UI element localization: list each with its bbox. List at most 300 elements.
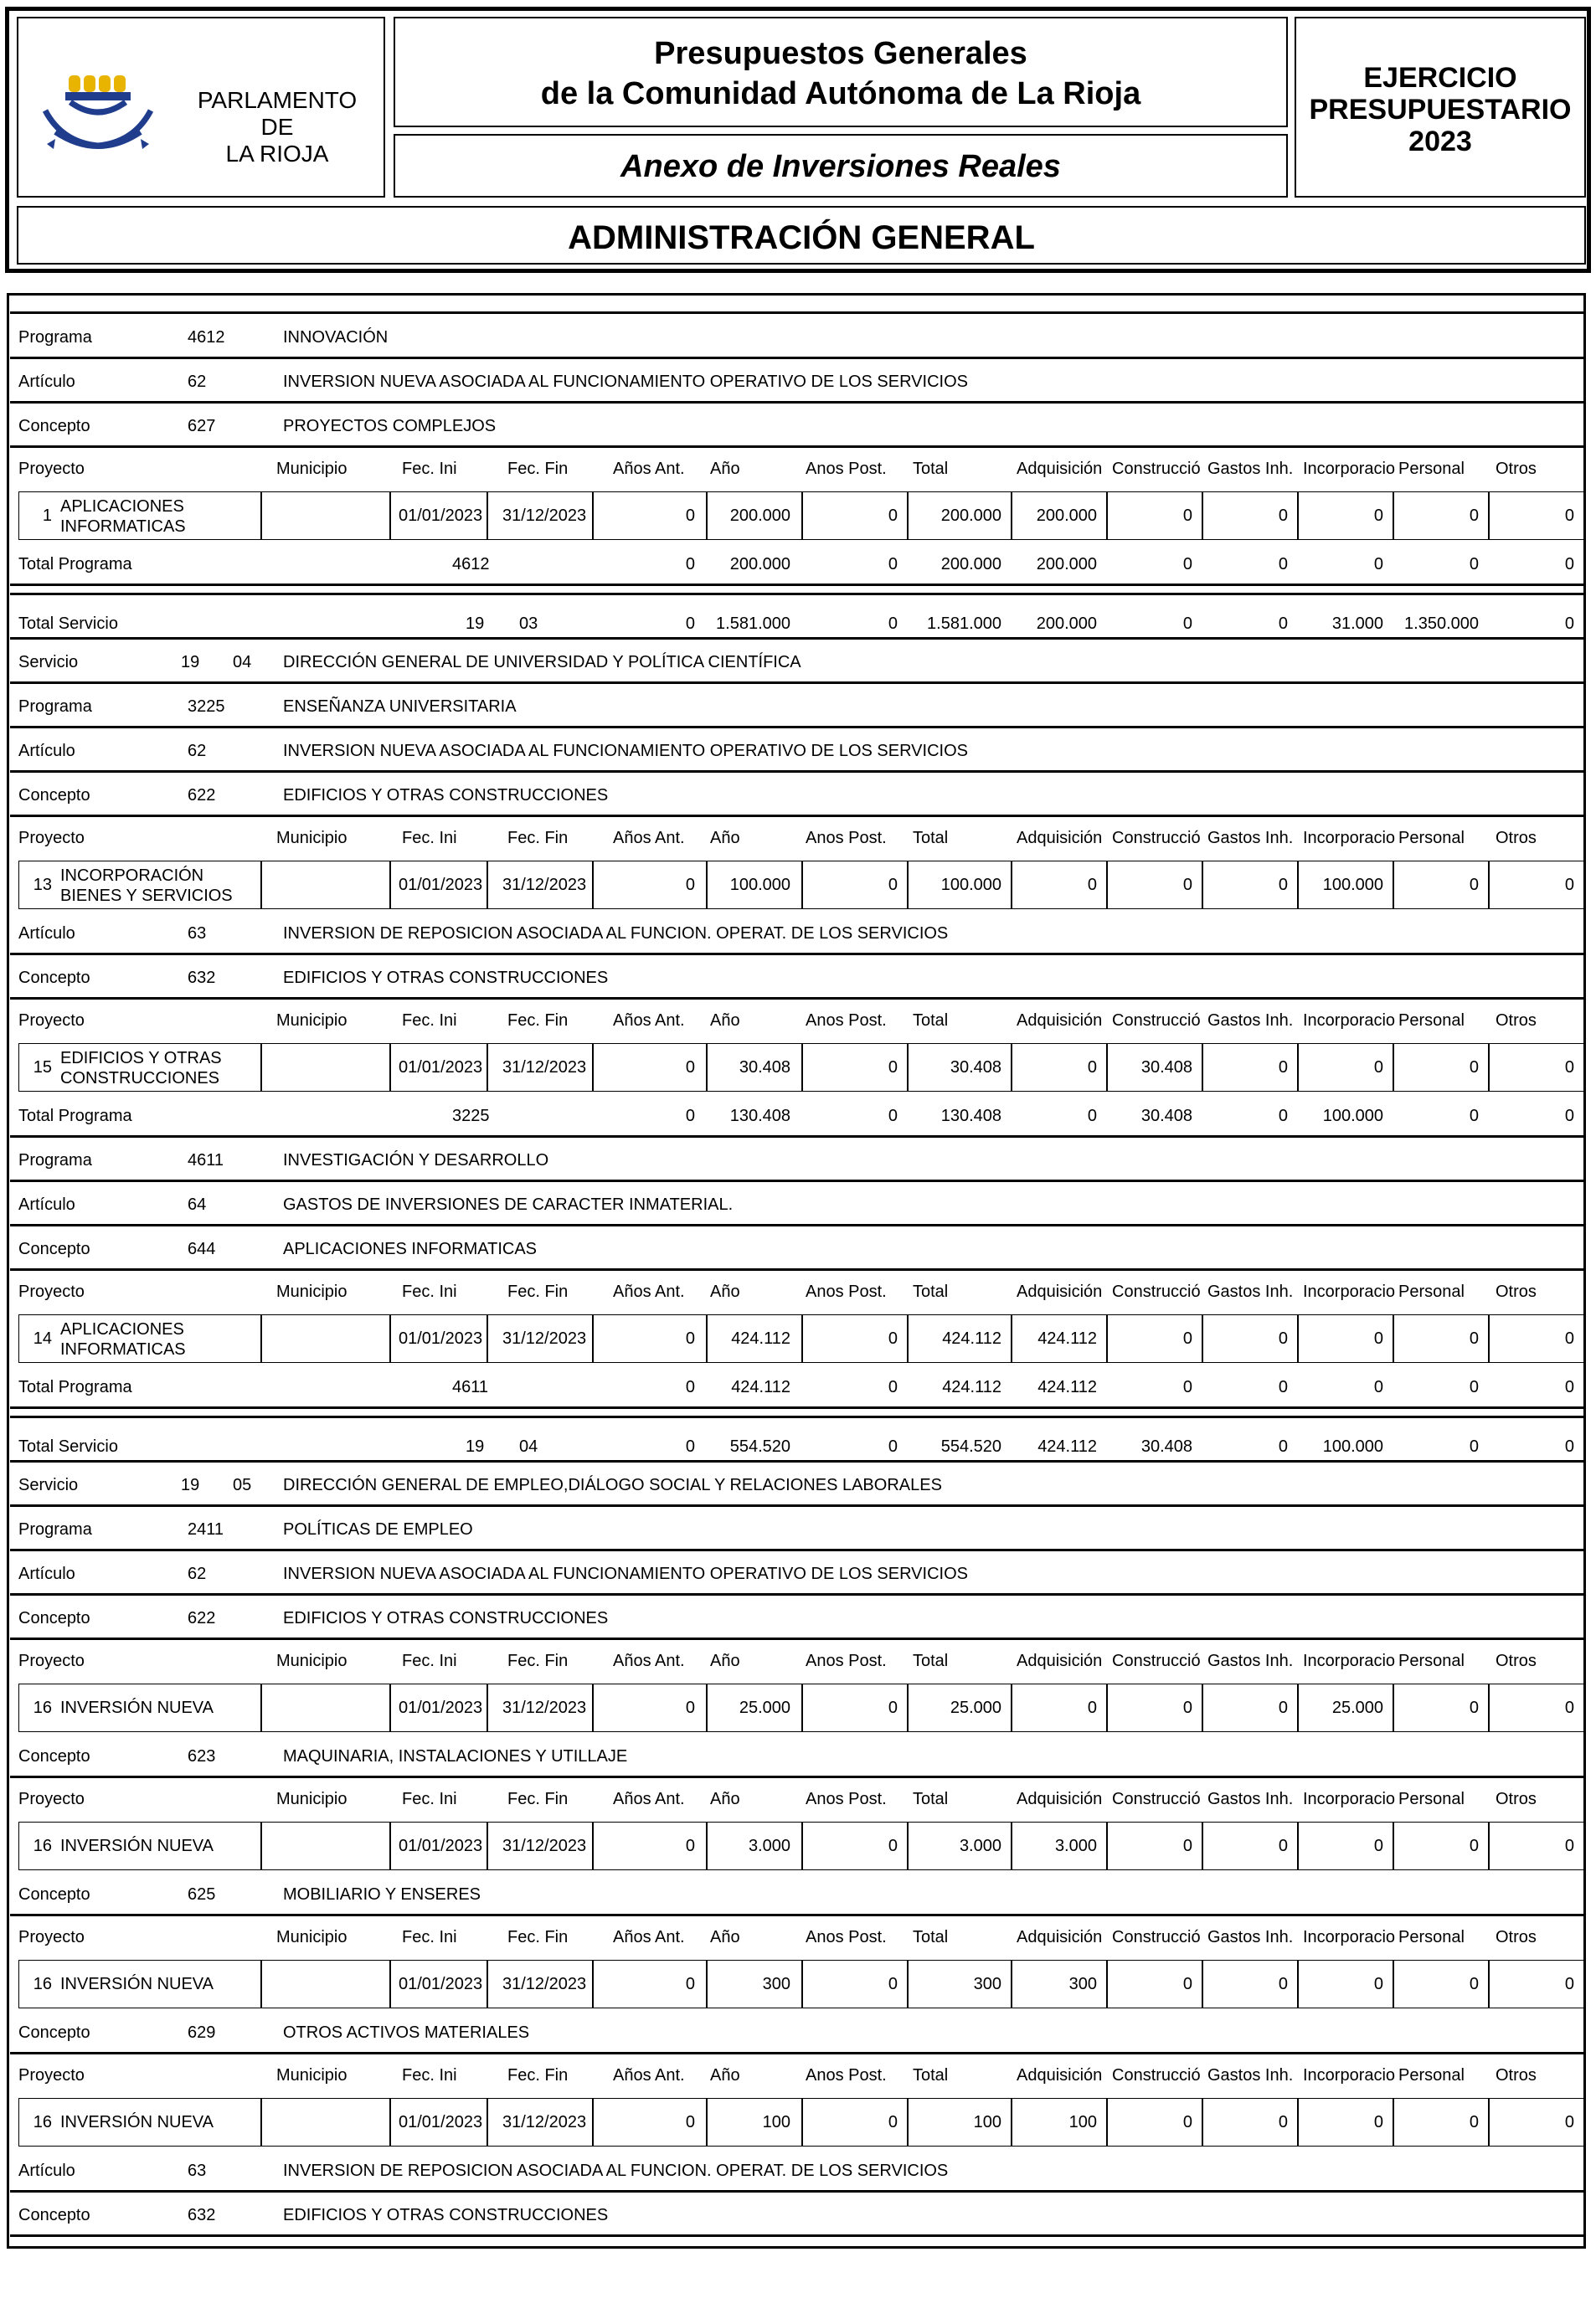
project-name-line1: APLICACIONES xyxy=(60,497,184,516)
total-code: 4612 xyxy=(452,555,490,573)
column-header: Otros xyxy=(1496,1928,1537,1946)
level-code: 622 xyxy=(188,1609,216,1627)
row-rule xyxy=(10,1268,1586,1271)
column-header: Año xyxy=(710,1928,740,1946)
level-description: ENSEÑANZA UNIVERSITARIA xyxy=(283,697,517,716)
column-header: Gastos Inh. xyxy=(1207,1011,1294,1030)
project-value: 0 xyxy=(1564,2113,1574,2131)
project-end-date: 31/12/2023 xyxy=(502,1699,587,1717)
level-code: 632 xyxy=(188,969,216,987)
column-header: Personal xyxy=(1398,460,1465,478)
level-label: Concepto xyxy=(18,2206,90,2224)
project-value: 300 xyxy=(762,1975,790,1993)
level-code: 62 xyxy=(188,1565,207,1583)
column-header: Personal xyxy=(1398,1011,1465,1030)
project-number: 16 xyxy=(33,1699,52,1717)
column-header: Gastos Inh. xyxy=(1207,1928,1294,1946)
column-header: Municipio xyxy=(276,1790,348,1808)
total-value: 0 xyxy=(1182,614,1192,633)
column-header: Construcció xyxy=(1112,1652,1201,1670)
row-rule xyxy=(10,1638,1586,1640)
column-header: Personal xyxy=(1398,1790,1465,1808)
level-label: Concepto xyxy=(18,1240,90,1258)
column-header: Años Ant. xyxy=(613,1928,685,1946)
column-header: Año xyxy=(710,1790,740,1808)
total-label: Total Servicio xyxy=(18,1437,118,1456)
level-code: 644 xyxy=(188,1240,216,1258)
project-value: 300 xyxy=(973,1975,1001,1993)
project-start-date: 01/01/2023 xyxy=(399,2113,483,2131)
column-header: Fec. Ini xyxy=(402,1011,457,1030)
project-value: 0 xyxy=(1373,1329,1383,1348)
ejercicio-year: 2023 xyxy=(1408,126,1472,157)
total-value: 0 xyxy=(1182,555,1192,573)
project-name-line1: APLICACIONES xyxy=(60,1320,184,1339)
total-value: 100.000 xyxy=(1322,1437,1383,1456)
project-number: 14 xyxy=(33,1329,52,1348)
total-code-1: 19 xyxy=(466,614,485,633)
row-rule xyxy=(10,953,1586,955)
row-rule xyxy=(10,1180,1586,1182)
column-header: Total xyxy=(913,1283,949,1301)
column-header: Fec. Ini xyxy=(402,1283,457,1301)
column-header: Fec. Ini xyxy=(402,1652,457,1670)
column-header: Anos Post. xyxy=(806,829,887,847)
level-description: APLICACIONES INFORMATICAS xyxy=(283,1240,538,1258)
column-header: Incorporacio xyxy=(1303,460,1396,478)
level-description: EDIFICIOS Y OTRAS CONSTRUCCIONES xyxy=(283,969,609,987)
total-value: 0 xyxy=(1469,555,1479,573)
level-code: 625 xyxy=(188,1885,216,1904)
column-header: Proyecto xyxy=(18,1652,85,1670)
project-name-line2: INFORMATICAS xyxy=(60,517,186,536)
column-header: Fec. Fin xyxy=(507,460,569,478)
level-label: Concepto xyxy=(18,786,90,805)
project-name-line2: BIENES Y SERVICIOS xyxy=(60,887,233,905)
level-label: Concepto xyxy=(18,1885,90,1904)
column-header: Municipio xyxy=(276,1011,348,1030)
column-header: Gastos Inh. xyxy=(1207,460,1294,478)
org-name-line1: PARLAMENTO DE xyxy=(197,87,358,140)
total-value: 30.408 xyxy=(1140,1107,1192,1125)
total-code-1: 19 xyxy=(466,1437,485,1456)
total-value: 0 xyxy=(1278,555,1288,573)
project-value: 0 xyxy=(1182,506,1192,525)
column-header: Construcció xyxy=(1112,1283,1201,1301)
column-header: Proyecto xyxy=(18,2066,85,2085)
column-header: Año xyxy=(710,1283,740,1301)
column-header: Gastos Inh. xyxy=(1207,1790,1294,1808)
column-header: Municipio xyxy=(276,460,348,478)
title-line2: de la Comunidad Autónoma de La Rioja xyxy=(540,76,1141,111)
ejercicio-line1: EJERCICIO xyxy=(1363,62,1517,94)
column-header: Gastos Inh. xyxy=(1207,2066,1294,2085)
project-start-date: 01/01/2023 xyxy=(399,506,483,525)
project-value: 3.000 xyxy=(959,1837,1001,1855)
column-header: Construcció xyxy=(1112,1790,1201,1808)
column-header: Adquisición xyxy=(1017,460,1103,478)
column-header: Total xyxy=(913,1652,949,1670)
total-label: Total Programa xyxy=(18,555,132,573)
project-value: 0 xyxy=(888,2113,898,2131)
level-code: 4612 xyxy=(188,328,225,347)
column-header: Años Ant. xyxy=(613,1652,685,1670)
level-description: PROYECTOS COMPLEJOS xyxy=(283,417,497,435)
total-value: 0 xyxy=(1564,1107,1574,1125)
project-value: 0 xyxy=(1373,506,1383,525)
project-value: 0 xyxy=(685,1058,695,1077)
project-value: 25.000 xyxy=(1331,1699,1383,1717)
project-value: 0 xyxy=(1182,876,1192,894)
row-rule xyxy=(10,1406,1586,1409)
column-header: Años Ant. xyxy=(613,1283,685,1301)
total-label: Total Programa xyxy=(18,1107,132,1125)
column-header: Incorporacio xyxy=(1303,1283,1396,1301)
project-value: 30.408 xyxy=(950,1058,1001,1077)
total-value: 0 xyxy=(1564,1378,1574,1396)
project-value: 0 xyxy=(685,506,695,525)
row-rule xyxy=(10,1549,1586,1551)
total-value: 0 xyxy=(1278,1107,1288,1125)
column-header: Incorporacio xyxy=(1303,1928,1396,1946)
total-value: 130.408 xyxy=(729,1107,790,1125)
project-start-date: 01/01/2023 xyxy=(399,1058,483,1077)
level-code: 622 xyxy=(188,786,216,805)
level-label: Concepto xyxy=(18,1609,90,1627)
project-end-date: 31/12/2023 xyxy=(502,1329,587,1348)
total-value: 0 xyxy=(888,555,898,573)
row-rule xyxy=(10,2052,1586,2054)
total-value: 130.408 xyxy=(940,1107,1001,1125)
project-value: 0 xyxy=(1182,1329,1192,1348)
project-value: 0 xyxy=(1278,1058,1288,1077)
project-value: 25.000 xyxy=(739,1699,790,1717)
project-cell xyxy=(261,861,390,909)
total-code-2: 04 xyxy=(519,1437,538,1456)
level-description: INNOVACIÓN xyxy=(283,328,389,347)
total-value: 0 xyxy=(685,614,695,633)
column-header: Fec. Fin xyxy=(507,829,569,847)
column-header: Otros xyxy=(1496,2066,1537,2085)
project-value: 0 xyxy=(1469,2113,1479,2131)
column-header: Fec. Ini xyxy=(402,2066,457,2085)
column-header: Anos Post. xyxy=(806,1283,887,1301)
project-value: 0 xyxy=(1469,1837,1479,1855)
project-value: 0 xyxy=(1564,1058,1574,1077)
project-name-line1: EDIFICIOS Y OTRAS xyxy=(60,1049,222,1067)
column-header: Años Ant. xyxy=(613,1790,685,1808)
project-end-date: 31/12/2023 xyxy=(502,2113,587,2131)
column-header: Fec. Ini xyxy=(402,829,457,847)
column-header: Otros xyxy=(1496,460,1537,478)
column-header: Municipio xyxy=(276,1283,348,1301)
total-value: 0 xyxy=(888,1437,898,1456)
level-description: MAQUINARIA, INSTALACIONES Y UTILLAJE xyxy=(283,1747,628,1766)
project-number: 13 xyxy=(33,876,52,894)
level-description: INVERSION NUEVA ASOCIADA AL FUNCIONAMIENTO OPERATIVO DE LOS SERVICIOS xyxy=(283,1565,968,1583)
column-header: Anos Post. xyxy=(806,2066,887,2085)
level-label: Artículo xyxy=(18,373,75,391)
total-value: 200.000 xyxy=(1036,555,1097,573)
column-header: Proyecto xyxy=(18,1011,85,1030)
project-cell xyxy=(261,1043,390,1092)
column-header: Proyecto xyxy=(18,1928,85,1946)
column-header: Fec. Ini xyxy=(402,460,457,478)
project-cell xyxy=(261,1314,390,1363)
column-header: Año xyxy=(710,460,740,478)
column-header: Adquisición xyxy=(1017,1011,1103,1030)
project-value: 200.000 xyxy=(1036,506,1097,525)
project-value: 0 xyxy=(1278,876,1288,894)
row-rule xyxy=(10,2190,1586,2193)
project-name-line2: CONSTRUCCIONES xyxy=(60,1069,220,1087)
subtitle: Anexo de Inversiones Reales xyxy=(620,149,1061,184)
project-value: 424.112 xyxy=(731,1329,790,1348)
column-header: Fec. Fin xyxy=(507,2066,569,2085)
column-header: Adquisición xyxy=(1017,1790,1103,1808)
project-start-date: 01/01/2023 xyxy=(399,1837,483,1855)
total-value: 424.112 xyxy=(1037,1378,1097,1396)
project-value: 0 xyxy=(685,1837,695,1855)
total-value: 0 xyxy=(1278,1437,1288,1456)
column-header: Adquisición xyxy=(1017,2066,1103,2085)
row-rule xyxy=(10,1135,1586,1138)
column-header: Anos Post. xyxy=(806,1928,887,1946)
project-name-line1: INCORPORACIÓN xyxy=(60,866,204,885)
column-header: Total xyxy=(913,829,949,847)
column-header: Año xyxy=(710,829,740,847)
column-header: Fec. Fin xyxy=(507,1011,569,1030)
project-value: 0 xyxy=(685,876,695,894)
total-value: 200.000 xyxy=(729,555,790,573)
project-value: 0 xyxy=(1469,1058,1479,1077)
project-value: 0 xyxy=(1469,1975,1479,1993)
project-value: 100.000 xyxy=(940,876,1001,894)
project-value: 100 xyxy=(1068,2113,1097,2131)
project-value: 0 xyxy=(1087,1058,1097,1077)
total-code: 4611 xyxy=(452,1378,489,1396)
level-description: INVERSION DE REPOSICION ASOCIADA AL FUNCION. OPERAT. DE LOS SERVICIOS xyxy=(283,924,949,943)
project-name-line1: INVERSIÓN NUEVA xyxy=(60,1837,214,1855)
project-number: 16 xyxy=(33,2113,52,2131)
total-value: 0 xyxy=(1278,1378,1288,1396)
level-label: Concepto xyxy=(18,417,90,435)
column-header: Total xyxy=(913,2066,949,2085)
level-code: 2411 xyxy=(188,1520,224,1539)
column-header: Anos Post. xyxy=(806,460,887,478)
column-header: Años Ant. xyxy=(613,460,685,478)
row-rule xyxy=(10,357,1586,359)
column-header: Municipio xyxy=(276,1928,348,1946)
project-start-date: 01/01/2023 xyxy=(399,1975,483,1993)
level-description: EDIFICIOS Y OTRAS CONSTRUCCIONES xyxy=(283,1609,609,1627)
project-number: 1 xyxy=(42,506,52,525)
project-cell xyxy=(261,2098,390,2147)
section-rule xyxy=(10,1416,1586,1418)
project-value: 0 xyxy=(1564,506,1574,525)
project-start-date: 01/01/2023 xyxy=(399,876,483,894)
column-header: Incorporacio xyxy=(1303,829,1396,847)
total-value: 424.112 xyxy=(731,1378,790,1396)
column-header: Construcció xyxy=(1112,460,1201,478)
column-header: Municipio xyxy=(276,829,348,847)
total-value: 0 xyxy=(685,555,695,573)
column-header: Municipio xyxy=(276,2066,348,2085)
row-rule xyxy=(10,1504,1586,1507)
column-header: Anos Post. xyxy=(806,1790,887,1808)
total-value: 0 xyxy=(1469,1437,1479,1456)
project-number: 16 xyxy=(33,1975,52,1993)
project-value: 0 xyxy=(685,1699,695,1717)
level-label: Artículo xyxy=(18,742,75,760)
level-label: Artículo xyxy=(18,2162,75,2180)
project-value: 300 xyxy=(1068,1975,1097,1993)
column-header: Fec. Ini xyxy=(402,1928,457,1946)
project-value: 100 xyxy=(973,2113,1001,2131)
column-header: Incorporacio xyxy=(1303,2066,1396,2085)
project-start-date: 01/01/2023 xyxy=(399,1329,483,1348)
project-cell xyxy=(261,1822,390,1870)
row-rule xyxy=(10,2234,1586,2237)
column-header: Años Ant. xyxy=(613,1011,685,1030)
project-value: 0 xyxy=(888,1058,898,1077)
total-value: 0 xyxy=(685,1437,695,1456)
project-value: 0 xyxy=(1564,1975,1574,1993)
total-value: 0 xyxy=(1278,614,1288,633)
project-name-line2: INFORMATICAS xyxy=(60,1340,186,1359)
project-cell xyxy=(261,1960,390,2008)
column-header: Fec. Ini xyxy=(402,1790,457,1808)
level-code: 62 xyxy=(188,373,207,391)
level-label: Concepto xyxy=(18,1747,90,1766)
project-value: 3.000 xyxy=(748,1837,790,1855)
row-rule xyxy=(10,584,1586,586)
column-header: Incorporacio xyxy=(1303,1790,1396,1808)
project-end-date: 31/12/2023 xyxy=(502,1058,587,1077)
total-value: 1.581.000 xyxy=(927,614,1001,633)
column-header: Otros xyxy=(1496,1790,1537,1808)
column-header: Proyecto xyxy=(18,1790,85,1808)
level-description: MOBILIARIO Y ENSERES xyxy=(283,1885,481,1904)
total-code: 3225 xyxy=(452,1107,490,1125)
project-value: 30.408 xyxy=(739,1058,790,1077)
column-header: Otros xyxy=(1496,829,1537,847)
project-value: 0 xyxy=(1469,876,1479,894)
column-header: Total xyxy=(913,1928,949,1946)
total-value: 0 xyxy=(1373,1378,1383,1396)
row-rule xyxy=(10,1460,1586,1463)
column-header: Personal xyxy=(1398,1652,1465,1670)
level-label: Programa xyxy=(18,1520,92,1539)
total-value: 0 xyxy=(1469,1378,1479,1396)
total-value: 1.350.000 xyxy=(1404,614,1479,633)
project-value: 0 xyxy=(1278,1837,1288,1855)
project-value: 424.112 xyxy=(942,1329,1001,1348)
level-description: EDIFICIOS Y OTRAS CONSTRUCCIONES xyxy=(283,2206,609,2224)
row-rule xyxy=(10,1593,1586,1596)
project-value: 0 xyxy=(1564,1329,1574,1348)
column-header: Personal xyxy=(1398,2066,1465,2085)
project-value: 0 xyxy=(888,1329,898,1348)
total-value: 0 xyxy=(685,1378,695,1396)
column-header: Otros xyxy=(1496,1011,1537,1030)
total-value: 1.581.000 xyxy=(716,614,790,633)
column-header: Proyecto xyxy=(18,460,85,478)
column-header: Proyecto xyxy=(18,829,85,847)
level-description: INVERSION NUEVA ASOCIADA AL FUNCIONAMIENTO OPERATIVO DE LOS SERVICIOS xyxy=(283,373,968,391)
row-rule xyxy=(10,445,1586,448)
total-label: Total Programa xyxy=(18,1378,132,1396)
column-header: Adquisición xyxy=(1017,1652,1103,1670)
column-header: Fec. Fin xyxy=(507,1790,569,1808)
column-header: Municipio xyxy=(276,1652,348,1670)
column-header: Anos Post. xyxy=(806,1652,887,1670)
column-header: Gastos Inh. xyxy=(1207,1652,1294,1670)
project-name-line1: INVERSIÓN NUEVA xyxy=(60,1699,214,1717)
column-header: Personal xyxy=(1398,1928,1465,1946)
section-rule xyxy=(10,593,1586,595)
project-value: 0 xyxy=(1278,506,1288,525)
level-description: INVESTIGACIÓN Y DESARROLLO xyxy=(283,1151,549,1170)
column-header: Adquisición xyxy=(1017,829,1103,847)
column-header: Fec. Fin xyxy=(507,1928,569,1946)
level-label: Concepto xyxy=(18,2023,90,2042)
total-value: 31.000 xyxy=(1331,614,1383,633)
level-code: 4611 xyxy=(188,1151,224,1170)
project-value: 0 xyxy=(1278,1699,1288,1717)
column-header: Construcció xyxy=(1112,1011,1201,1030)
title-line1: Presupuestos Generales xyxy=(654,36,1027,71)
level-description: INVERSION NUEVA ASOCIADA AL FUNCIONAMIENTO OPERATIVO DE LOS SERVICIOS xyxy=(283,742,968,760)
project-value: 0 xyxy=(1373,1058,1383,1077)
row-rule xyxy=(10,1914,1586,1916)
total-value: 0 xyxy=(1373,555,1383,573)
project-value: 0 xyxy=(685,1329,695,1348)
project-start-date: 01/01/2023 xyxy=(399,1699,483,1717)
total-value: 0 xyxy=(1564,614,1574,633)
column-header: Adquisición xyxy=(1017,1283,1103,1301)
project-cell xyxy=(261,1684,390,1732)
level-code: 627 xyxy=(188,417,216,435)
org-name-line2: LA RIOJA xyxy=(225,141,329,167)
total-value: 424.112 xyxy=(1037,1437,1097,1456)
project-end-date: 31/12/2023 xyxy=(502,506,587,525)
row-rule xyxy=(10,1776,1586,1778)
project-number: 15 xyxy=(33,1058,52,1077)
project-value: 25.000 xyxy=(950,1699,1001,1717)
project-value: 0 xyxy=(1278,1329,1288,1348)
total-value: 0 xyxy=(888,1378,898,1396)
project-value: 200.000 xyxy=(940,506,1001,525)
project-value: 0 xyxy=(1278,2113,1288,2131)
row-rule xyxy=(10,637,1586,640)
project-value: 3.000 xyxy=(1054,1837,1097,1855)
column-header: Personal xyxy=(1398,829,1465,847)
level-code: 63 xyxy=(188,924,207,943)
project-value: 0 xyxy=(1373,1837,1383,1855)
project-value: 0 xyxy=(1373,2113,1383,2131)
column-header: Construcció xyxy=(1112,829,1201,847)
project-end-date: 31/12/2023 xyxy=(502,1837,587,1855)
column-header: Total xyxy=(913,1790,949,1808)
total-value: 0 xyxy=(888,1107,898,1125)
servicio-label: Servicio xyxy=(18,653,79,671)
project-value: 424.112 xyxy=(1037,1329,1097,1348)
level-description: DIRECCIÓN GENERAL DE UNIVERSIDAD Y POLÍTICA CIENTÍFICA xyxy=(283,653,801,671)
column-header: Total xyxy=(913,460,949,478)
level-description: INVERSION DE REPOSICION ASOCIADA AL FUNCION. OPERAT. DE LOS SERVICIOS xyxy=(283,2162,949,2180)
level-label: Artículo xyxy=(18,1195,75,1214)
